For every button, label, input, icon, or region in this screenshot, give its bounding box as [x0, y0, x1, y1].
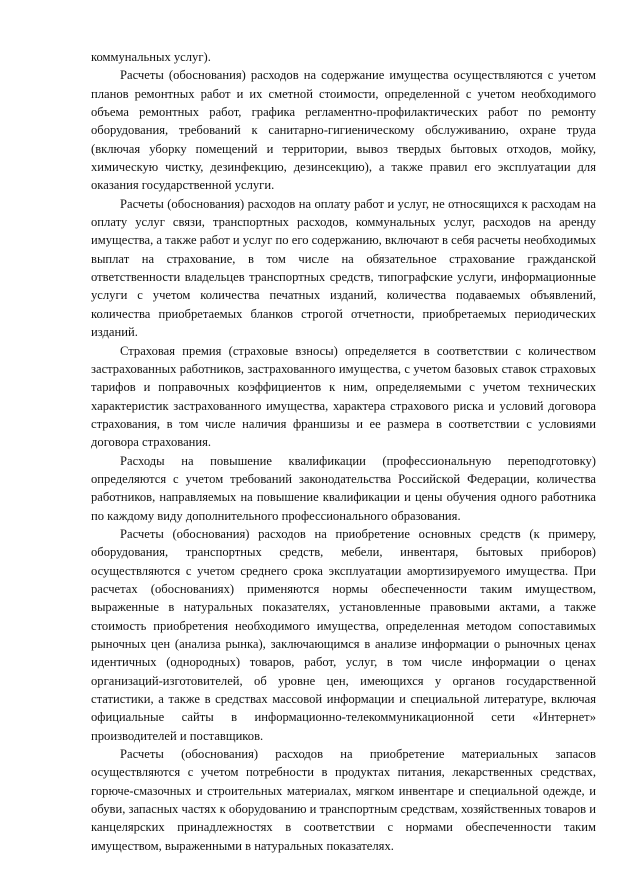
paragraph-fixed-assets: Расчеты (обоснования) расходов на приобретение основных средств (к примеру, оборудования, транспортных средств, мебели, инвентаря, бытовых приборов) осуществляются с учетом среднего срока эксплуатации амортизируемого имущества. При расчетах (обоснованиях) применяются нормы обеспеченности таким имуществом, выраженные в натуральных показателях, установленные правовыми актами, а также стоимость приобретения необходимого имущества, определенная методом сопоставимых рыночных цен (анализа рынка), заключающимся в анализе информации о рыночных ценах идентичных (однородных) товаров, работ, услуг, в том числе информации о ценах организаций-изготовителей, об уровне цен, имеющихся у органов государственной статистики, а также в средствах массовой информации и специальной литературе, включая официальные сайты в информационно-телекоммуникационной сети «Интернет» производителей и поставщиков.	[91, 526, 596, 743]
paragraph-material-stocks: Расчеты (обоснования) расходов на приобретение материальных запасов осуществляются с учетом потребности в продуктах питания, лекарственных средствах, горюче-смазочных и строительных материалах, мягком инвентаре и специальной одежде, и обуви, запасных частях к оборудованию и транспортным средствам, хозяйственных товаров и канцелярских принадлежностях в соответствии с нормами обеспеченности таким имуществом, выраженными в натуральных показателях.	[91, 747, 596, 853]
paragraph-qualification-training: Расходы на повышение квалификации (профессиональную переподготовку) определяются с учетом требований законодательства Российской Федерации, количества работников, направляемых на повышение квалификации и цены обучения одного работника по каждому виду дополнительного профессионального образования.	[91, 453, 596, 523]
paragraph-insurance-premium: Страховая премия (страховые взносы) определяется в соответствии с количеством застрахованных работников, застрахованного имущества, с учетом базовых ставок страховых тарифов и поправочных коэффициентов к ним, определяемыми с учетом технических характеристик застрахованного имущества, характера страхового риска и условий договора страхования, в том числе наличия франшизы и ее размера в соответствии с условиями договора страхования.	[91, 343, 596, 450]
paragraph-continuation: коммунальных услуг).	[91, 50, 211, 64]
paragraph-works-and-services: Расчеты (обоснования) расходов на оплату работ и услуг, не относящихся к расходам на оплату услуг связи, транспортных расходов, коммунальных услуг, расходов на аренду имущества, а также работ и услуг по его содержанию, включают в себя расчеты необходимых выплат на страхование, в том числе на обязательное страхование гражданской ответственности владельцев транспортных средств, типографские услуги, информационные услуги с учетом количества печатных изданий, количества подаваемых объявлений, количества приобретаемых бланков строгой отчетности, приобретаемых периодических изданий.	[91, 196, 596, 340]
paragraph-property-maintenance: Расчеты (обоснования) расходов на содержание имущества осуществляются с учетом планов ремонтных работ и их сметной стоимости, определенной с учетом необходимого объема ремонтных работ, графика регламентно-профилактических работ по ремонту оборудования, требований к санитарно-гигиеническому обслуживанию, охране труда (включая уборку помещений и территории, вывоз твердых бытовых отходов, мойку, химическую чистку, дезинфекцию, дезинсекцию), а также правил его эксплуатации для оказания государственной услуги.	[91, 68, 596, 193]
